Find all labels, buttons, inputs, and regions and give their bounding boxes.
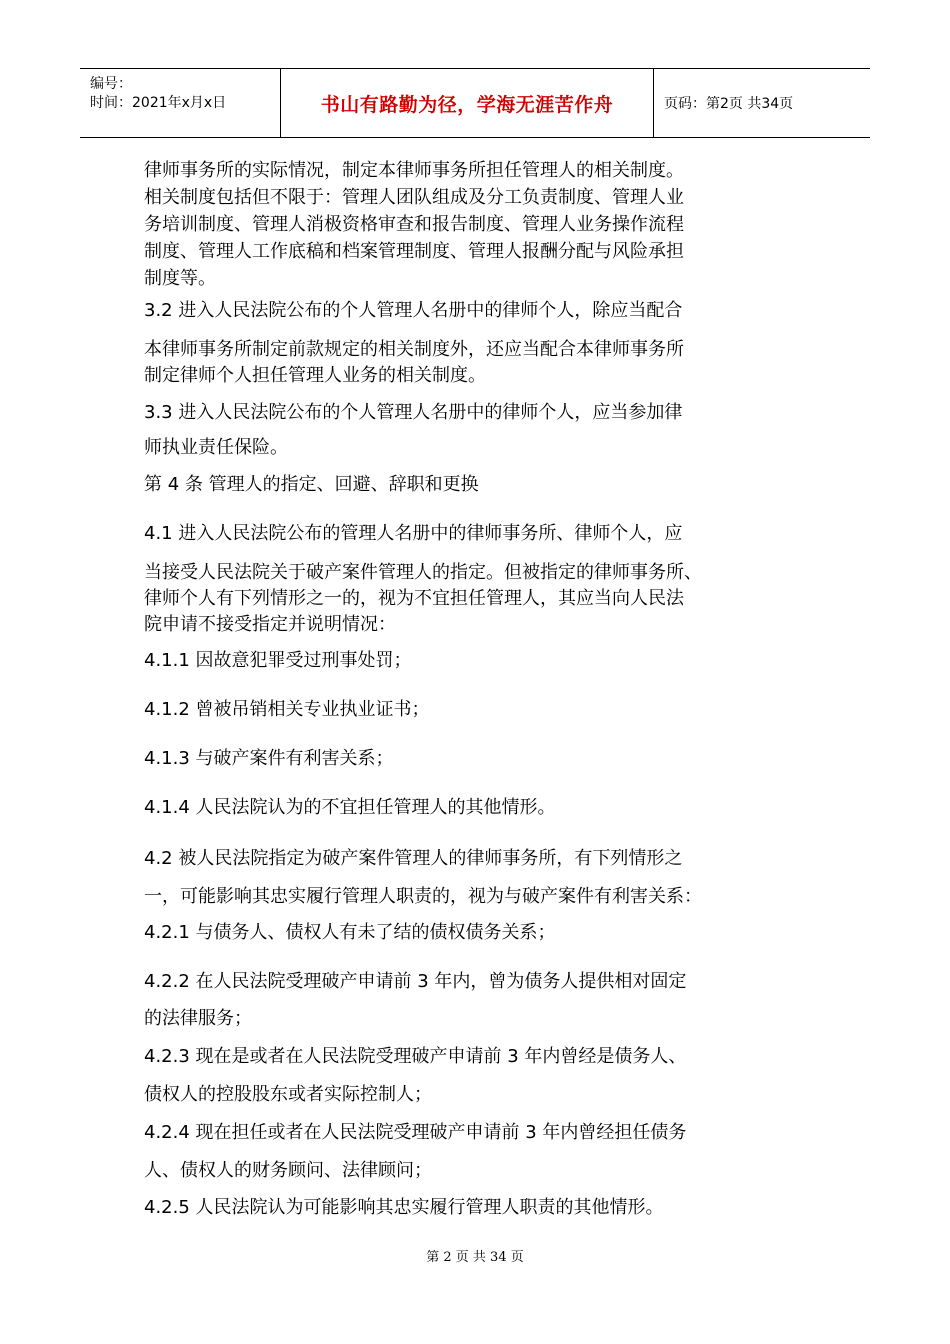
clause-4-1-line3: 律师个人有下列情形之一的，视为不宜担任管理人，其应当向人民法 — [144, 588, 684, 609]
clause-4-1-4: 4.1.4 人民法院认为的不宜担任管理人的其他情形。 — [144, 797, 556, 818]
clause-4-2-5: 4.2.5 人民法院认为可能影响其忠实履行管理人职责的其他情形。 — [144, 1197, 664, 1218]
text-line: 务培训制度、管理人消极资格审查和报告制度、管理人业务操作流程 — [144, 214, 684, 235]
header-motto: 书山有路勤为径，学海无涯苦作舟 — [281, 69, 654, 137]
header-page-info: 页码：第2页 共34页 — [664, 96, 794, 112]
text-line: 制度等。 — [144, 268, 216, 289]
clause-3-3-line1: 3.3 进入人民法院公布的个人管理人名册中的律师个人，应当参加律 — [144, 402, 683, 423]
page-footer: 第 2 页 共 34 页 — [426, 1250, 524, 1265]
text-line: 律师事务所的实际情况，制定本律师事务所担任管理人的相关制度。 — [144, 160, 684, 181]
clause-4-2-4-line2: 人、债权人的财务顾问、法律顾问； — [144, 1160, 432, 1181]
clause-3-2-line1: 3.2 进入人民法院公布的个人管理人名册中的律师个人，除应当配合 — [144, 300, 683, 321]
number-label: 编号： — [90, 76, 132, 92]
clause-4-2-2-line2: 的法律服务； — [144, 1008, 252, 1029]
clause-4-2-4-line1: 4.2.4 现在担任或者在人民法院受理破产申请前 3 年内曾经担任债务 — [144, 1122, 687, 1143]
clause-3-2-line2: 本律师事务所制定前款规定的相关制度外，还应当配合本律师事务所 — [144, 339, 684, 360]
clause-4-1-line2: 当接受人民法院关于破产案件管理人的指定。但被指定的律师事务所、 — [144, 562, 702, 583]
paragraph-intro — [144, 157, 814, 292]
text-line: 制度、管理人工作底稿和档案管理制度、管理人报酬分配与风险承担 — [144, 241, 684, 262]
clause-3-2-line3: 制定律师个人担任管理人业务的相关制度。 — [144, 365, 486, 386]
clause-4-1-line4: 院申请不接受指定并说明情况： — [144, 614, 396, 635]
clause-4-1-line1: 4.1 进入人民法院公布的管理人名册中的律师事务所、律师个人，应 — [144, 523, 683, 544]
clause-4-2-3-line2: 债权人的控股股东或者实际控制人； — [144, 1084, 432, 1105]
clause-4-2-2-line1: 4.2.2 在人民法院受理破产申请前 3 年内，曾为债务人提供相对固定 — [144, 971, 687, 992]
page-header — [80, 68, 870, 138]
clause-4-2-3-line1: 4.2.3 现在是或者在人民法院受理破产申请前 3 年内曾经是债务人、 — [144, 1046, 687, 1067]
clause-4-2-line1: 4.2 被人民法院指定为破产案件管理人的律师事务所，有下列情形之 — [144, 848, 683, 869]
time-label: 时间：2021年x月x日 — [90, 95, 227, 111]
clause-4-1-3: 4.1.3 与破产案件有利害关系； — [144, 748, 394, 769]
clause-4-2-line2: 一，可能影响其忠实履行管理人职责的，视为与破产案件有利害关系： — [144, 886, 702, 907]
clause-4-1-2: 4.1.2 曾被吊销相关专业执业证书； — [144, 699, 430, 720]
clause-3-3-line2: 师执业责任保险。 — [144, 437, 288, 458]
header-meta — [80, 69, 281, 137]
clause-4-2-1: 4.2.1 与债务人、债权人有未了结的债权债务关系； — [144, 922, 556, 943]
text-line: 相关制度包括但不限于：管理人团队组成及分工负责制度、管理人业 — [144, 187, 684, 208]
clause-4-1-1: 4.1.1 因故意犯罪受过刑事处罚； — [144, 650, 412, 671]
article-4-heading: 第 4 条 管理人的指定、回避、辞职和更换 — [144, 474, 479, 495]
